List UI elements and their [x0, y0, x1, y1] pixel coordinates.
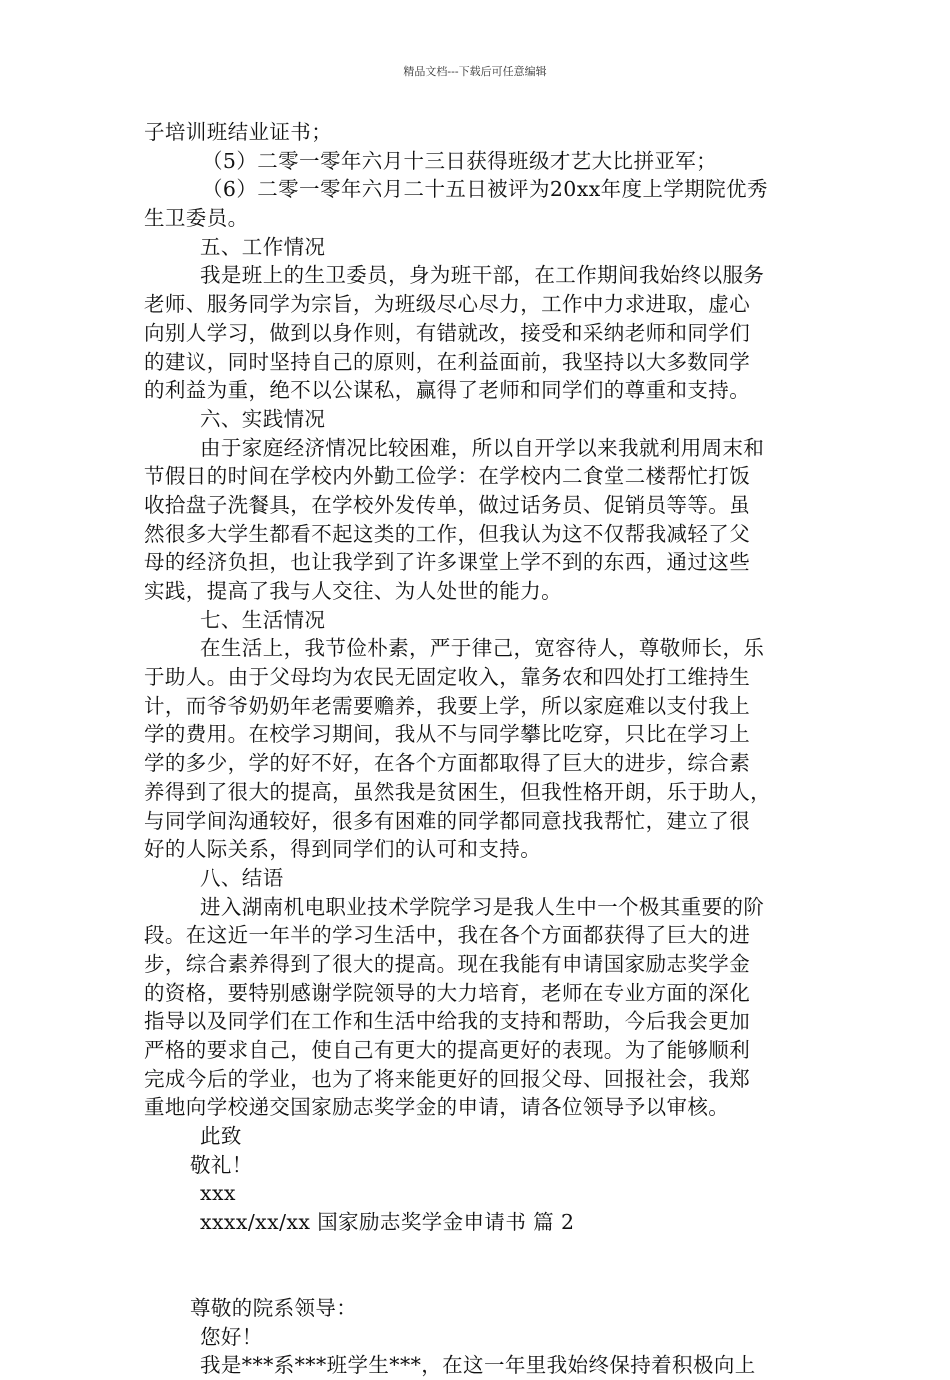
paragraph-line: 养得到了很大的提高，虽然我是贫困生，但我性格开朗，乐于助人， [144, 779, 771, 804]
paragraph-line: 实践，提高了我与人交往、为人处世的能力。 [144, 579, 562, 603]
paragraph-line: 生卫委员。 [144, 206, 249, 231]
signature-name: xxx [200, 1181, 236, 1206]
paragraph-line: 的建议，同时坚持自己的原则，在利益面前，我坚持以大多数同学 [144, 349, 751, 374]
paragraph-line: 老师、服务同学为宗旨，为班级尽心尽力，工作中力求进取，虚心 [144, 292, 751, 317]
paragraph-line: 学的费用。在校学习期间，我从不与同学攀比吃穿，只比在学习上 [144, 722, 751, 747]
paragraph-line: 收拾盘子洗餐具，在学校外发传单，做过话务员、促销员等等。虽 [144, 492, 751, 517]
closing-regards: 敬礼！ [190, 1152, 253, 1177]
document-body [144, 118, 824, 1380]
section-heading: 七、生活情况 [200, 607, 326, 632]
paragraph-line: 严格的要求自己，使自己有更大的提高更好的表现。为了能够顺利 [144, 1038, 751, 1062]
paragraph-line: 学的多少，学的好不好，在各个方面都取得了巨大的进步，综合素 [144, 751, 751, 776]
paragraph-line: 子培训班结业证书； [144, 120, 333, 144]
paragraph-line: 于助人。由于父母均为农民无固定收入，靠务农和四处打工维持生 [144, 665, 751, 690]
paragraph-line: 段。在这近一年半的学习生活中，我在各个方面都获得了巨大的进 [144, 923, 751, 948]
paragraph-line: 的利益为重，绝不以公谋私，赢得了老师和同学们的尊重和支持。 [144, 378, 751, 403]
paragraph-line: 完成今后的学业，也为了将来能更好的回报父母、回报社会，我郑 [144, 1066, 751, 1091]
list-item: （5）二零一零年六月十三日获得班级才艺大比拼亚军； [202, 148, 718, 173]
paragraph-line: 节假日的时间在学校内外勤工俭学：在学校内二食堂二楼帮忙打饭 [144, 464, 751, 489]
paragraph-line: 好的人际关系，得到同学们的认可和支持。 [144, 837, 542, 862]
paragraph-line: 母的经济负担，也让我学到了许多课堂上学不到的东西，通过这些 [144, 550, 751, 575]
paragraph-line: 进入湖南机电职业技术学院学习是我人生中一个极其重要的阶 [200, 894, 765, 919]
paragraph-line: 的资格，要特别感谢学院领导的大力培育，老师在专业方面的深化 [144, 980, 751, 1005]
greeting-line: 您好！ [200, 1324, 263, 1349]
paragraph-line: 指导以及同学们在工作和生活中给我的支持和帮助，今后我会更加 [144, 1009, 751, 1034]
section-spacer [144, 1237, 824, 1294]
paragraph-line: 我是班上的生卫委员，身为班干部，在工作期间我始终以服务 [200, 263, 765, 288]
closing-salutation: 此致 [200, 1124, 242, 1149]
section-heading: 六、实践情况 [200, 406, 326, 431]
paragraph-line: 我是***系***班学生***，在这一年里我始终保持着积极向上 [200, 1353, 756, 1378]
section-heading: 八、结语 [200, 865, 284, 890]
paragraph-line: 计，而爷爷奶奶年老需要赡养，我要上学，所以家庭难以支付我上 [144, 693, 751, 718]
list-item: （6）二零一零年六月二十五日被评为20xx年度上学期院优秀 [202, 177, 768, 202]
date-and-section-title: xxxx/xx/xx 国家励志奖学金申请书 篇 2 [200, 1210, 575, 1235]
paragraph-line: 然很多大学生都看不起这类的工作，但我认为这不仅帮我减轻了父 [144, 521, 751, 546]
paragraph-line: 向别人学习，做到以身作则，有错就改，接受和采纳老师和同学们 [144, 320, 751, 345]
section-heading: 五、工作情况 [200, 234, 326, 259]
paragraph-line: 步，综合素养得到了很大的提高。现在我能有申请国家励志奖学金 [144, 951, 751, 976]
paragraph-line: 与同学间沟通较好，很多有困难的同学都同意找我帮忙，建立了很 [144, 808, 751, 833]
greeting-recipient: 尊敬的院系领导： [190, 1295, 358, 1320]
paragraph-line: 重地向学校递交国家励志奖学金的申请，请各位领导予以审核。 [144, 1095, 730, 1120]
paragraph-line: 由于家庭经济情况比较困难，所以自开学以来我就利用周末和 [200, 435, 765, 460]
page-header: 精品文档---下载后可任意编辑 [403, 65, 547, 78]
paragraph-line: 在生活上，我节俭朴素，严于律己，宽容待人，尊敬师长，乐 [200, 636, 765, 661]
